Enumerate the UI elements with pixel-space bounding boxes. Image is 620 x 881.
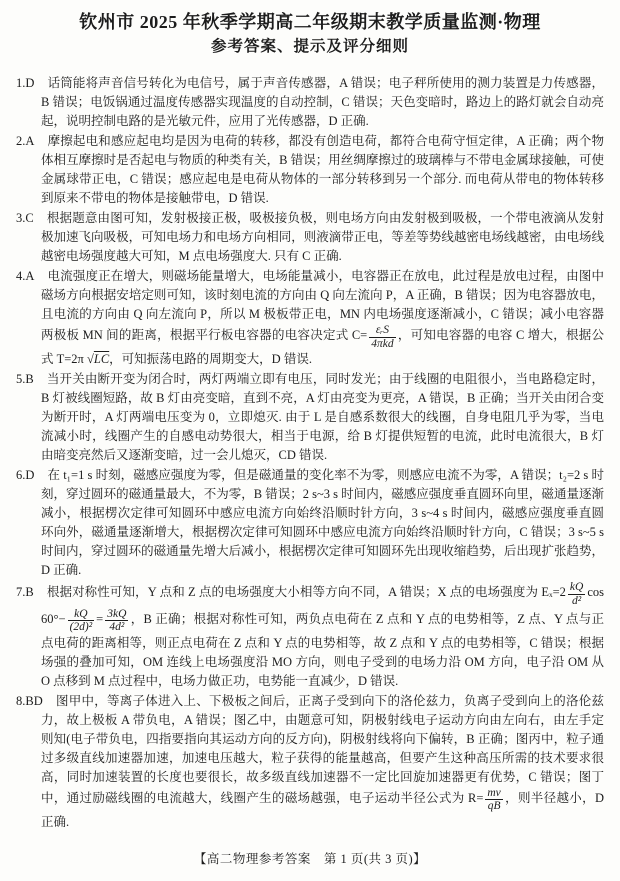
- item-explanation: 在 t₁=1 s 时刻，磁感应强度为零，但是磁通量的变化率不为零，则感应电流不为零，A 错误；t₂=2 s 时刻，穿过圆环的磁通量最大，不为零，B 错误；2 s~3 s 时间内，磁感应强度垂直圆环向里，磁通量逐渐减小，根据楞次定律可知圆环中感应电流方向始终沿顺时针方向，3 s~4 s 时间内，磁感应强度垂直圆环向外，磁通量逐渐增大，根据楞次定律可知圆环中感应电流方向始终沿顺时针方向，C 错误；3 s~5 s 时间内，穿过圆环的磁通量先增大后减小，根据楞次定律可知圆环先出现收缩趋势，后出现扩张趋势，D 正确.: [41, 468, 604, 578]
- item-label: 7.B: [16, 585, 34, 600]
- answer-item: [16, 267, 604, 369]
- answer-item: [16, 370, 604, 465]
- item-explanation: 当开关由断开变为闭合时，两灯两端立即有电压，同时发光；由于线圈的电阻很小，当电路稳定时，B 灯被线圈短路，故 B 灯由亮变暗，直到不亮，A 灯由亮变为更亮，A 错误，B 正确；当开关由闭合变为断开时，A 灯两端电压变为 0，立即熄灭. 由于 L 是自感系数很大的线圈，自身电阻几乎为零，当电流减小时，线圈产生的自感电动势很大，相当于电源，给 B 灯提供短暂的电流，此时电流很大，B 灯由暗变亮然后又逐渐变暗，过一会儿熄灭，CD 错误.: [41, 372, 604, 463]
- answer-item: [16, 132, 604, 208]
- inline-sqrt: √LC: [87, 352, 110, 367]
- item-explanation: 图甲中，等离子体进入上、下极板之间后，正离子受到向下的洛伦兹力，负离子受到向上的洛伦兹力，故上极板 A 带负电，A 错误；图乙中，由题意可知，阴极射线电子运动方向由左向右，由左手定则知(电子带负电，四指要指向其运动方向的反方向)，阴极射线将向下偏转，B 正确；图丙中，粒子通过多级直线加速器加速，加速电压越大，粒子获得的能量越高，但要产生这种高压所需的技术要求很高，同时加速装置的长度也要很长，故多级直线加速器不一定比回旋加速器更有优势，C 错误；图丁中，通过励磁线圈的电流越大，线圈产生的磁场越强，电子运动半径公式为 R= $\frac{mv}{qB}$ ，则半径越小，D 正确.: [41, 693, 604, 830]
- answer-item: [16, 209, 604, 266]
- inline-fraction: $\frac{\text{εᵣS}}{\text{4πkd}}$: [371, 324, 394, 350]
- item-label: 1.D: [16, 76, 35, 90]
- inline-fraction: $\frac{kQ}{\text{(2d)²}}$: [69, 607, 93, 634]
- inline-fraction: $\frac{3kQ}{\text{4d²}}$: [107, 607, 127, 634]
- page-subtitle: 参考答案、提示及评分细则: [210, 38, 409, 55]
- answer-item: [16, 692, 604, 832]
- answer-item: [16, 466, 604, 580]
- inline-fraction: $\frac{mv}{qB}$: [487, 786, 501, 813]
- page-title: 钦州市 2025 年秋季学期高二年级期末教学质量监测·物理: [79, 12, 541, 32]
- answer-item: [16, 74, 604, 131]
- item-label: 2.A: [16, 134, 35, 148]
- item-explanation: 电流强度正在增大，则磁场能量增大，电场能量减小，电容器正在放电，此过程是放电过程，由图中磁场方向根据安培定则可知，该时刻电流的方向由 Q 向左流向 P，A 正确，B 错误；因为电容器放电，且电流的方向由 Q 向左流向 P，所以 M 极板带正电，MN 内电场强度逐渐减小，C 错误；减小电容器两极板 MN 间的距离，根据平行板电容器的电容决定式 C= $\frac{\text{εᵣS}}{\text{4πkd}}$ ，可知电容器的电容 C 增大，根据公式 T=2π √LC，可知振荡电路的周期变大，D 错误.: [41, 269, 604, 367]
- item-label: 6.D: [16, 468, 35, 483]
- item-label: 5.B: [16, 372, 34, 387]
- page-footer: 【高二物理参考答案 第 1 页(共 3 页)】: [193, 852, 427, 866]
- answer-item: [16, 581, 604, 691]
- item-label: 8.BD: [16, 693, 43, 708]
- answer-list: [16, 74, 604, 832]
- inline-fraction: $\frac{kQ}{\text{d²}}$: [569, 581, 584, 607]
- item-explanation: 根据对称性可知，Y 点和 Z 点的电场强度大小相等方向不同，A 错误；X 点的电场强度为 Eₓ=2 $\frac{kQ}{\text{d²}}$ cos 60°− $\frac{kQ}{\text{(2d)²}}$ = $\frac{3kQ}{\text{4d²}}$ ，B 正确；根据对称性可知，两负点电荷在 Z 点和 Y 点的电势相等，Z 点、Y 点与正点电荷的距离相等，则正点电荷在 Z 点和 Y 点的电势相等，故 Z 点和 Y 点的电势相等，C 错误；根据场强的叠加可知，OM 连线上电场强度沿 MO 方向，则电子受到的电场力沿 OM 方向，电子沿 OM 从 O 点移到 M 点过程中，电场力做正功，电势能一直减少，D 错误.: [41, 581, 604, 688]
- item-label: 4.A: [16, 269, 35, 283]
- item-label: 3.C: [16, 211, 34, 225]
- item-explanation: 根据题意由图可知，发射极接正极，吸极接负极，则电场方向由发射极到吸极，一个带电液滴从发射极加速飞向吸极，可知电场力和电场方向相同，则液滴带正电，等差等势线越密电场线越密，由电场线越密电场强度越大可知，M 点电场强度大. 只有 C 正确.: [41, 211, 604, 263]
- item-explanation: 话筒能将声音信号转化为电信号，属于声音传感器，A 错误；电子秤所使用的测力装置是力传感器，B 错误；电饭锅通过温度传感器实现温度的自动控制，C 错误；天色变暗时，路边上的路灯就会自动亮起，说明控制电路的是光敏元件，应用了光传感器，D 正确.: [41, 76, 604, 128]
- item-explanation: 摩擦起电和感应起电均是因为电荷的转移，都没有创造电荷，都符合电荷守恒定律，A 正确；两个物体相互摩擦时是否起电与物质的种类有关，B 错误；用丝绸摩擦过的玻璃棒与不带电金属球接触，可使金属球带正电，C 错误；感应起电是电荷从物体的一部分转移到另一个部分. 而电荷从带电的物体转移到原来不带电的物体是接触带电，D 错误.: [41, 134, 604, 205]
